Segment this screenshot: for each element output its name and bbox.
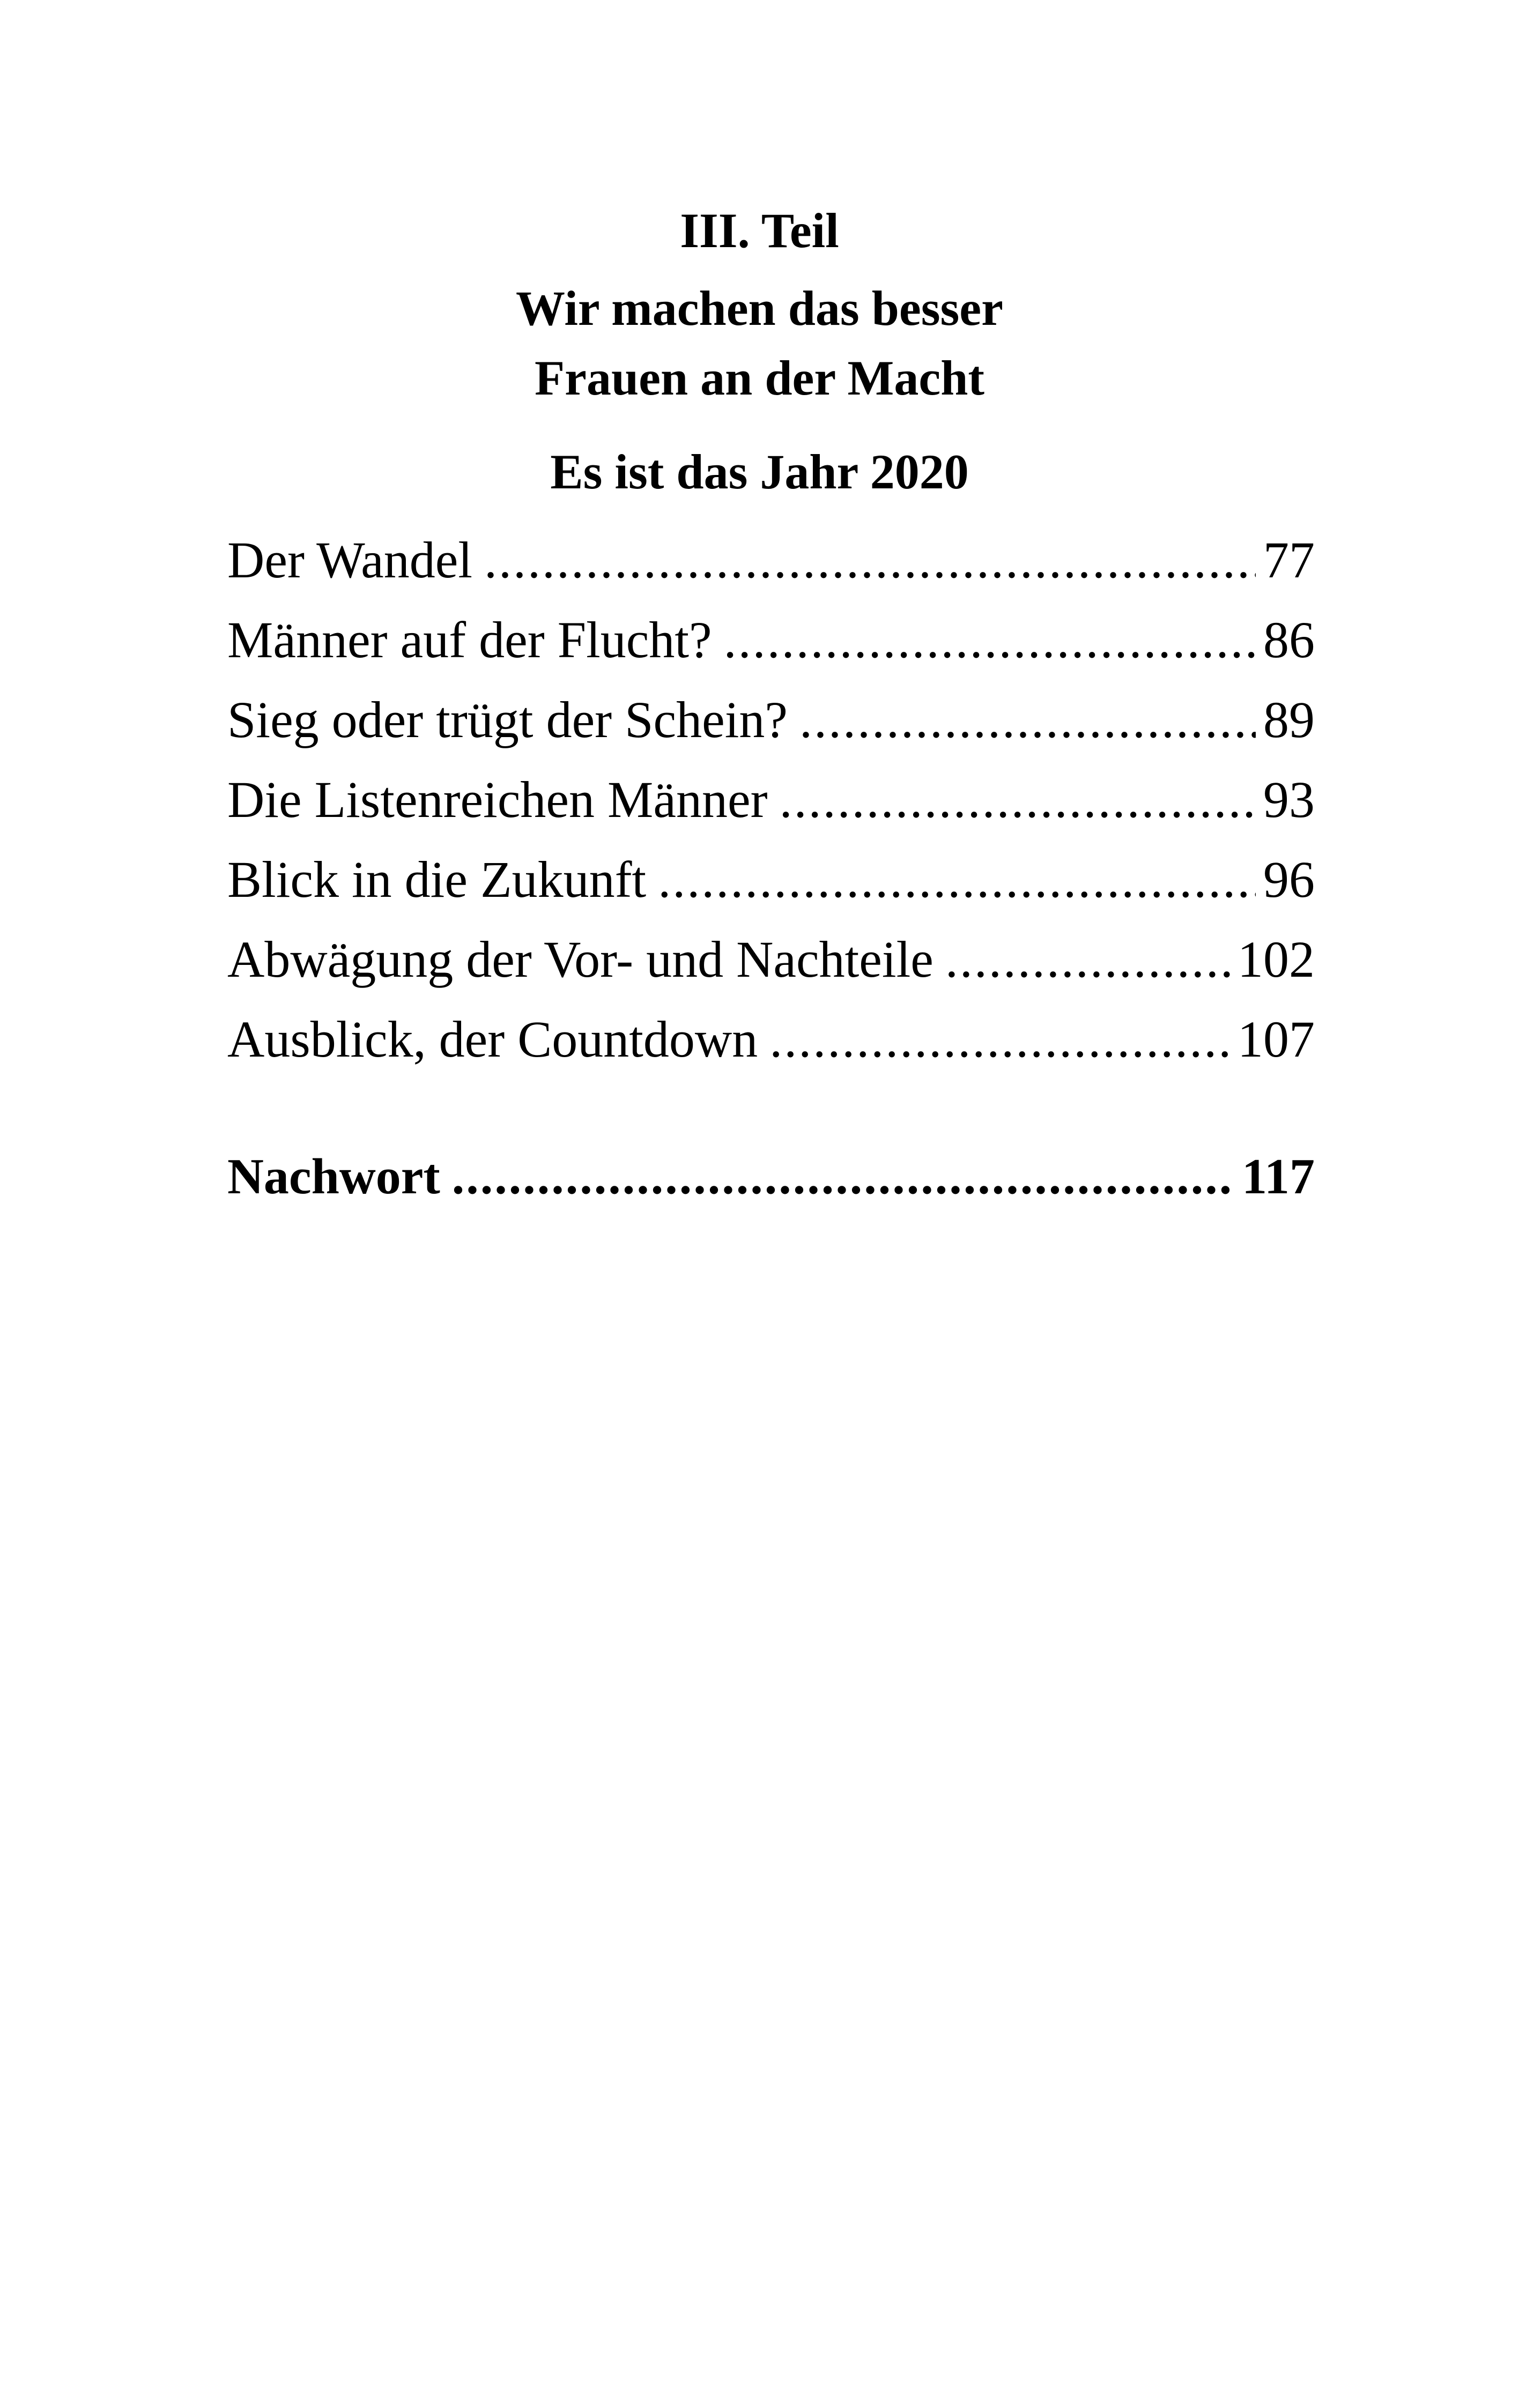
toc-leader-dots: [769, 1010, 1230, 1069]
toc-entry-page: 96: [1263, 851, 1315, 908]
toc-entry-title: Die Listenreichen Männer: [227, 771, 768, 828]
toc-leader-dots: [724, 611, 1256, 670]
toc-leader-dots: [799, 690, 1256, 749]
section-heading: Es ist das Jahr 2020: [550, 444, 969, 499]
toc-leader-dots: [945, 930, 1230, 989]
toc-entry-title: Ausblick, der Countdown: [227, 1010, 758, 1068]
toc-entry-page: 107: [1238, 1010, 1315, 1068]
toc-entry-title: Nachwort: [227, 1149, 440, 1205]
table-of-contents: [227, 531, 1315, 1090]
toc-final-section: [227, 1147, 1315, 1227]
toc-entry-title: Abwägung der Vor- und Nachteile: [227, 931, 933, 988]
toc-entry-title: Sieg oder trügt der Schein?: [227, 691, 788, 748]
toc-entry-page: 93: [1263, 771, 1315, 828]
toc-entry-title: Blick in die Zukunft: [227, 851, 647, 908]
toc-leader-dots: [452, 1147, 1234, 1206]
toc-entry: [227, 690, 1315, 770]
toc-entry-page: 102: [1238, 931, 1315, 988]
toc-leader-dots: [484, 531, 1256, 590]
toc-entry-page: 89: [1263, 691, 1315, 748]
toc-entry-title: Der Wandel: [227, 531, 472, 589]
part-subtitle: Wir machen das besser: [516, 281, 1003, 336]
toc-entry-page: 77: [1263, 531, 1315, 589]
part-subtitle-second: Frauen an der Macht: [534, 351, 984, 405]
toc-entry-title: Männer auf der Flucht?: [227, 611, 712, 668]
toc-leader-dots: [658, 850, 1256, 909]
toc-entry: [227, 531, 1315, 611]
toc-entry: [227, 1010, 1315, 1090]
toc-entry: [227, 770, 1315, 850]
toc-entry: [227, 930, 1315, 1010]
toc-entry-page: 117: [1242, 1149, 1315, 1205]
toc-entry-page: 86: [1263, 611, 1315, 668]
toc-entry-nachwort: [227, 1147, 1315, 1227]
toc-entry: [227, 850, 1315, 930]
toc-leader-dots: [780, 770, 1256, 829]
part-heading: III. Teil: [680, 203, 839, 258]
toc-entry: [227, 611, 1315, 690]
